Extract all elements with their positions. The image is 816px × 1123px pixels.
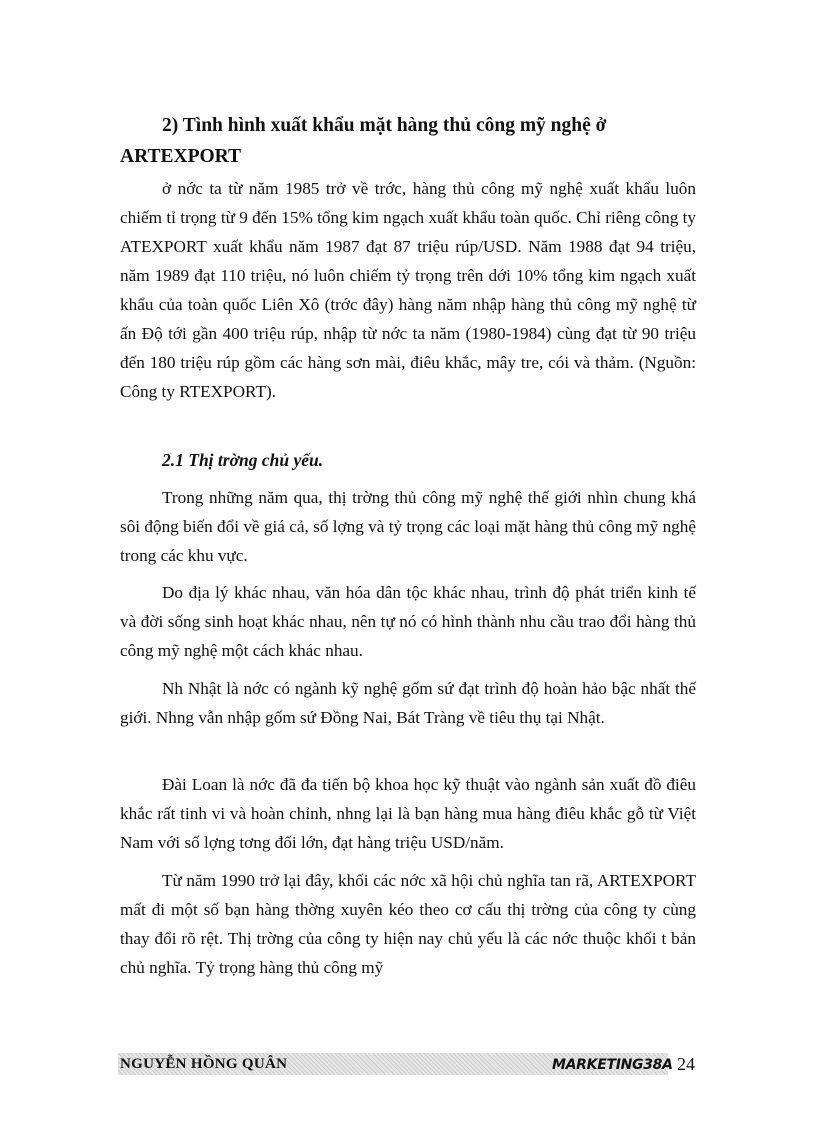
paragraph-taiwan: Đài Loan là nớc đã đa tiến bộ khoa học kỹ thuật vào ngành sản xuất đồ điêu khắc rất tinh vi và hoàn chỉnh, nhng lại là bạn hàng mua hàng điêu khắc gỗ từ Việt Nam với số lợng tơng đối lớn, đạt hàng triệu USD/năm. [120,775,696,852]
section-heading-line-2: ARTEXPORT [120,146,242,167]
paragraph-market-overview: Trong những năm qua, thị trờng thủ công mỹ nghệ thế giới nhìn chung khá sôi động biến đổi về giá cả, số lợng và tỷ trọng các loại mặt hàng thủ công mỹ nghệ trong các khu vực. [120,488,696,565]
section-heading [120,110,698,172]
section-heading-line-1: 2) Tình hình xuất khẩu mặt hàng thủ công mỹ nghệ ở [162,115,607,136]
footer-author: NGUYỄN HỒNG QUÂN [120,1056,288,1072]
footer-class-label: MARKETING38A [552,1057,673,1073]
paragraph-intro: ở nớc ta từ năm 1985 trở về trớc, hàng thủ công mỹ nghệ xuất khẩu luôn chiếm tỉ trọng từ 9 đến 15% tổng kim ngạch xuất khẩu toàn quốc. Chỉ riêng công ty ATEXPORT xuất khẩu năm 1987 đạt 87 triệu rúp/USD. Năm 1988 đạt 94 triệu, năm 1989 đạt 110 triệu, nó luôn chiếm tỷ trọng trên dới 10% tổng kim ngạch xuất khẩu của toàn quốc Liên Xô (trớc đây) hàng năm nhập hàng thủ công mỹ nghệ từ ấn Độ tới gần 400 triệu rúp, nhập từ nớc ta năm (1980-1984) cùng đạt từ 90 triệu đến 180 triệu rúp gồm các hàng sơn mài, điêu khắc, mây tre, cói và thảm. (Nguồn: Công ty RTEXPORT). [120,179,696,401]
subsection-heading: 2.1 Thị trờng chủ yếu. [162,450,324,470]
page-number: 24 [677,1054,695,1074]
paragraph-japan: Nh Nhật là nớc có ngành kỹ nghệ gốm sứ đạt trình độ hoàn hảo bậc nhất thế giới. Nhng vẫn nhập gốm sứ Đồng Nai, Bát Tràng về tiêu thụ tại Nhật. [120,679,696,727]
paragraph-cultural-differences: Do địa lý khác nhau, văn hóa dân tộc khác nhau, trình độ phát triển kinh tế và đời sống sinh hoạt khác nhau, nên tự nó có hình thành nhu cầu trao đổi hàng thủ công mỹ nghệ một cách khác nhau. [120,583,696,660]
paragraph-since-1990: Từ năm 1990 trở lại đây, khối các nớc xã hội chủ nghĩa tan rã, ARTEXPORT mất đi một số bạn hàng thờng xuyên kéo theo cơ cấu thị trờng của công ty cùng thay đổi rõ rệt. Thị trờng của công ty hiện nay chủ yếu là các nớc thuộc khối t bản chủ nghĩa. Tỷ trọng hàng thủ công mỹ [120,871,696,977]
